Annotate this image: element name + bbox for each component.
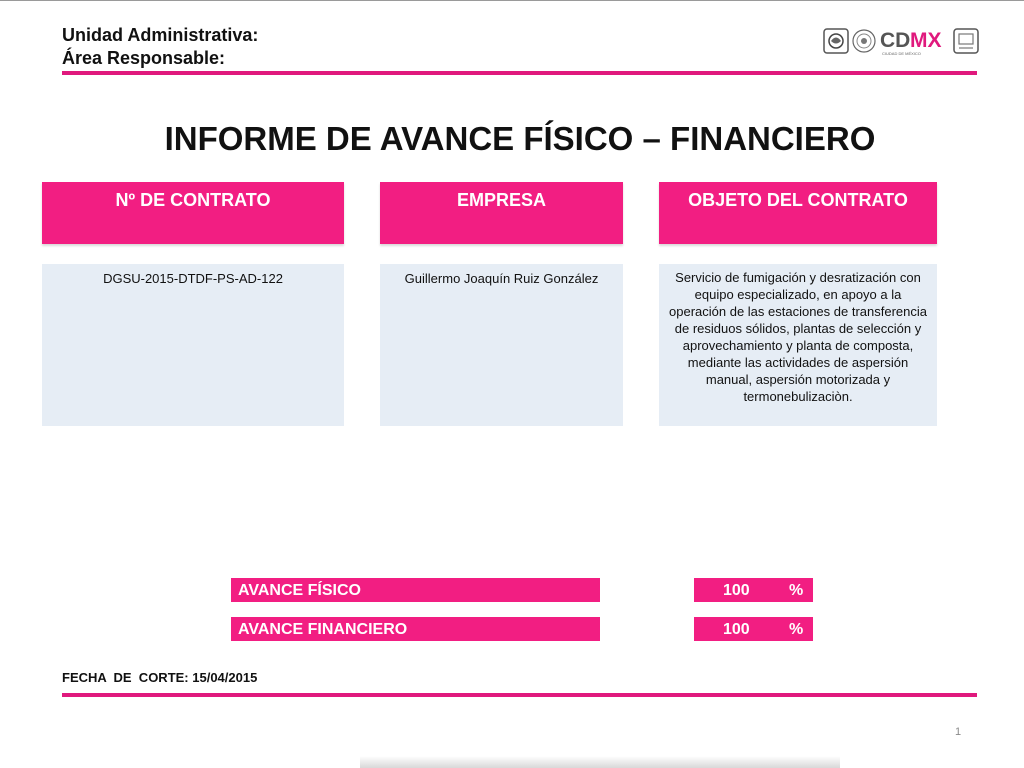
area-responsable-label: Área Responsable: [62,48,226,68]
seal-icon [853,30,875,52]
empresa-header: EMPRESA [380,182,623,244]
contrato-value: DGSU-2015-DTDF-PS-AD-122 [42,264,344,426]
avance-financiero-value-box [694,617,813,641]
avance-financiero-value: 100 [723,621,750,638]
avance-fisico-unit: % [789,582,804,599]
logo-cd-text: CD [880,29,911,52]
footer-divider [62,693,977,697]
unidad-administrativa-label: Unidad Administrativa: [62,25,259,45]
page-title: INFORME DE AVANCE FÍSICO – FINANCIERO [164,120,876,157]
logo-subtext: CIUDAD DE MÉXICO [882,51,921,56]
top-border-line [0,0,1024,1]
avance-financiero-label: AVANCE FINANCIERO [231,617,600,641]
objeto-value: Servicio de fumigación y desratización con equipo especializado, en apoyo a la operación de las estaciones de transferencia de residuos sólidos, plantas de selección y aprovechamiento y planta de composta, mediante las actividades de aspersión manual, aspersión motorizada y termonebulizaciòn. [659,264,937,426]
header-divider [62,71,977,75]
contrato-header: Nº DE CONTRATO [42,182,344,244]
page-number: 1 [955,726,962,738]
fecha-de-corte: FECHA DE CORTE: 15/04/2015 [62,670,258,685]
empresa-value: Guillermo Joaquín Ruiz González [380,264,623,426]
cdmx-logos [822,24,982,58]
objeto-header: OBJETO DEL CONTRATO [659,182,937,244]
avance-fisico-value-box [694,578,813,602]
bottom-shadow [360,756,840,768]
dependency-emblem-icon [954,29,978,53]
avance-financiero-unit: % [789,621,804,638]
avance-fisico-value: 100 [723,582,750,599]
avance-fisico-label: AVANCE FÍSICO [231,578,600,602]
header-labels [62,24,258,70]
logo-mx-text: MX [910,29,942,52]
coat-of-arms-icon [824,29,848,53]
